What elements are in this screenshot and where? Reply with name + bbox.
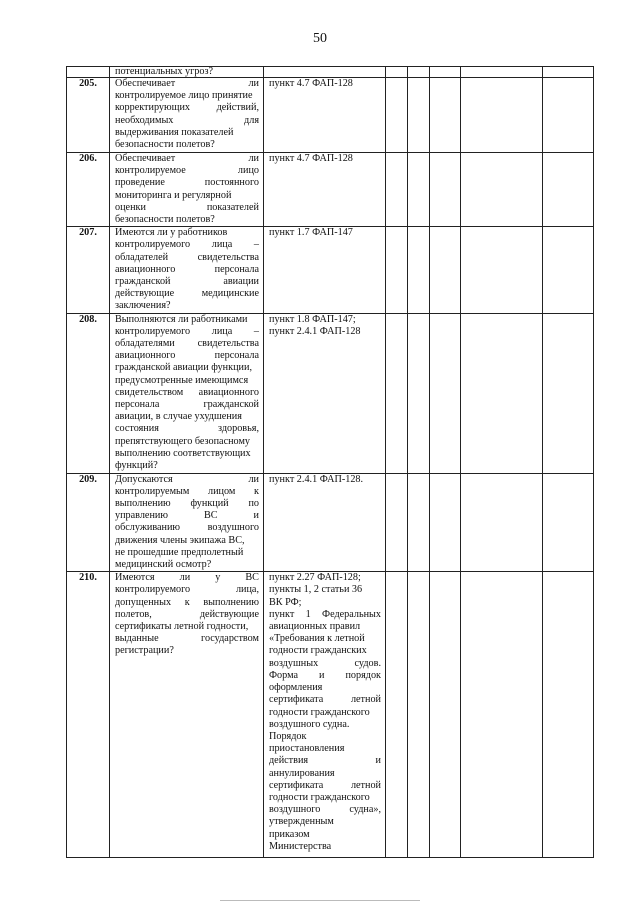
reference-line: Порядок xyxy=(269,730,307,742)
table-row xyxy=(67,572,594,858)
reference-line: пункт 1 Федеральных xyxy=(269,608,381,620)
reference-line: пункт 2.27 ФАП-128; xyxy=(269,572,361,584)
empty-cell xyxy=(386,572,408,858)
question-line: действующие медицинские xyxy=(115,288,259,300)
empty-cell xyxy=(543,313,594,473)
question-line: обладателей свидетельства xyxy=(115,251,259,263)
empty-cell xyxy=(408,153,430,227)
row-number: 208. xyxy=(67,313,110,473)
empty-cell xyxy=(408,313,430,473)
reference-cell xyxy=(264,227,386,313)
question-line: контролируемого лица – xyxy=(115,325,259,337)
question-line: препятствующего безопасному xyxy=(115,435,250,447)
empty-cell xyxy=(430,473,461,572)
question-line: Имеются ли у ВС xyxy=(115,572,259,584)
question-line: медицинский осмотр? xyxy=(115,559,212,571)
question-line: Имеются ли у работников xyxy=(115,227,228,239)
empty-cell xyxy=(386,153,408,227)
question-line: персонала гражданской xyxy=(115,399,259,411)
reference-cell xyxy=(264,78,386,153)
reference-line: пункт 1.8 ФАП-147; xyxy=(269,313,356,325)
question-line: состояния здоровья, xyxy=(115,423,259,435)
reference-cell xyxy=(264,473,386,572)
empty-cell xyxy=(430,313,461,473)
question-line: заключения? xyxy=(115,300,171,312)
reference-line: Министерства xyxy=(269,840,332,852)
question-line: безопасности полетов? xyxy=(115,139,215,151)
question-line: мониторинга и регулярной xyxy=(115,189,232,201)
question-line: необходимых для xyxy=(115,114,259,126)
empty-cell xyxy=(430,153,461,227)
checklist-table xyxy=(66,66,594,858)
question-line: выполнению функций по xyxy=(115,498,259,510)
row-number: 207. xyxy=(67,227,110,313)
question-line: проведение постоянного xyxy=(115,177,259,189)
row-number: 206. xyxy=(67,153,110,227)
empty-cell xyxy=(543,473,594,572)
reference-line: пункт 1.7 ФАП-147 xyxy=(269,227,353,239)
question-line: управлению ВС и xyxy=(115,510,259,522)
question-line: оценки показателей xyxy=(115,201,259,213)
reference-line: пункт 4.7 ФАП-128 xyxy=(269,153,353,164)
question-line: предусмотренные имеющимся xyxy=(115,374,249,386)
reference-line: годности гражданского xyxy=(269,706,370,718)
empty-cell xyxy=(386,473,408,572)
reference-line: воздушного судна», xyxy=(269,804,381,816)
table-row xyxy=(67,227,594,313)
question-cell xyxy=(110,313,264,473)
question-line: гражданской авиации функции, xyxy=(115,362,252,374)
question-line: функций? xyxy=(115,460,158,472)
reference-line: сертификата летной xyxy=(269,694,381,706)
question-line: авиационного персонала xyxy=(115,263,259,275)
empty-cell xyxy=(408,78,430,153)
question-line: свидетельством авиационного xyxy=(115,386,259,398)
table-row xyxy=(67,313,594,473)
reference-line: воздушных судов. xyxy=(269,657,381,669)
reference-line: «Требования к летной xyxy=(269,633,365,645)
table-row xyxy=(67,78,594,153)
empty-cell xyxy=(408,227,430,313)
empty-cell xyxy=(408,473,430,572)
bottom-divider xyxy=(220,900,420,901)
empty-cell xyxy=(543,572,594,858)
question-cell xyxy=(110,572,264,858)
question-line: контролируемое лицо принятие xyxy=(115,90,253,102)
question-line: регистрации? xyxy=(115,645,174,657)
reference-line: аннулирования xyxy=(269,767,335,779)
empty-cell xyxy=(543,153,594,227)
question-line: движения члены экипажа ВС, xyxy=(115,534,245,546)
empty-cell xyxy=(430,227,461,313)
reference-line: пункт 2.4.1 ФАП-128. xyxy=(269,473,364,485)
question-line: сертификаты летной годности, xyxy=(115,621,249,633)
question-cell xyxy=(110,78,264,153)
question-line: контролируемое лицо xyxy=(115,165,259,177)
reference-line: Форма и порядок xyxy=(269,669,381,681)
table-row xyxy=(67,153,594,227)
question-cell xyxy=(110,227,264,313)
question-cell xyxy=(110,473,264,572)
empty-cell xyxy=(386,313,408,473)
empty-cell xyxy=(430,78,461,153)
empty-cell xyxy=(543,227,594,313)
question-line: полетов, действующие xyxy=(115,608,259,620)
question-line: Выполняются ли работниками xyxy=(115,313,248,325)
reference-line: годности гражданского xyxy=(269,791,370,803)
reference-line: приостановления xyxy=(269,743,345,755)
reference-line: воздушного судна. xyxy=(269,718,350,730)
empty-cell xyxy=(461,572,543,858)
empty-cell xyxy=(461,473,543,572)
question-line: авиации, в случае ухудшения xyxy=(115,411,242,423)
question-line: контролируемого лица, xyxy=(115,584,259,596)
empty-cell xyxy=(461,153,543,227)
empty-cell xyxy=(408,572,430,858)
reference-line: сертификата летной xyxy=(269,779,381,791)
row-number: 209. xyxy=(67,473,110,572)
empty-cell xyxy=(461,313,543,473)
table-row-continuation xyxy=(67,67,594,78)
reference-line: пункты 1, 2 статьи 36 xyxy=(269,584,363,596)
reference-cell xyxy=(264,572,386,858)
reference-line: авиационных правил xyxy=(269,621,361,633)
empty-cell xyxy=(543,78,594,153)
reference-line: ВК РФ; xyxy=(269,596,302,608)
question-line: контролируемого лица – xyxy=(115,239,259,251)
reference-line: пункт 2.4.1 ФАП-128 xyxy=(269,325,361,337)
empty-cell xyxy=(386,227,408,313)
reference-line: приказом xyxy=(269,828,310,840)
question-line: выданные государством xyxy=(115,633,259,645)
empty-cell xyxy=(461,78,543,153)
empty-cell xyxy=(386,78,408,153)
question-line: обслуживанию воздушного xyxy=(115,522,259,534)
table-row xyxy=(67,473,594,572)
question-line: выдерживания показателей xyxy=(115,126,234,138)
reference-cell xyxy=(264,153,386,227)
reference-cell xyxy=(264,313,386,473)
question-cell: потенциальных угроз? xyxy=(110,67,264,78)
reference-line: пункт 4.7 ФАП-128 xyxy=(269,78,353,89)
row-number: 205. xyxy=(67,78,110,153)
reference-line: действия и xyxy=(269,755,381,767)
question-line: гражданской авиации xyxy=(115,276,259,288)
question-line: авиационного персонала xyxy=(115,350,259,362)
question-line: корректирующих действий, xyxy=(115,102,259,114)
reference-line: годности гражданских xyxy=(269,645,367,657)
row-number: 210. xyxy=(67,572,110,858)
question-line: Обеспечивает ли xyxy=(115,153,259,164)
question-line: допущенных к выполнению xyxy=(115,596,259,608)
page-number: 50 xyxy=(313,31,327,46)
question-line: Допускаются ли xyxy=(115,473,259,485)
question-line: выполнению соответствующих xyxy=(115,447,251,459)
reference-line: утвержденным xyxy=(269,816,334,828)
question-cell xyxy=(110,153,264,227)
question-line: контролируемым лицом к xyxy=(115,485,259,497)
question-line: обладателями свидетельства xyxy=(115,338,259,350)
reference-line: оформления xyxy=(269,682,323,694)
question-line: Обеспечивает ли xyxy=(115,78,259,89)
question-line: безопасности полетов? xyxy=(115,214,215,226)
question-line: не прошедшие предполетный xyxy=(115,546,244,558)
empty-cell xyxy=(430,572,461,858)
empty-cell xyxy=(461,227,543,313)
